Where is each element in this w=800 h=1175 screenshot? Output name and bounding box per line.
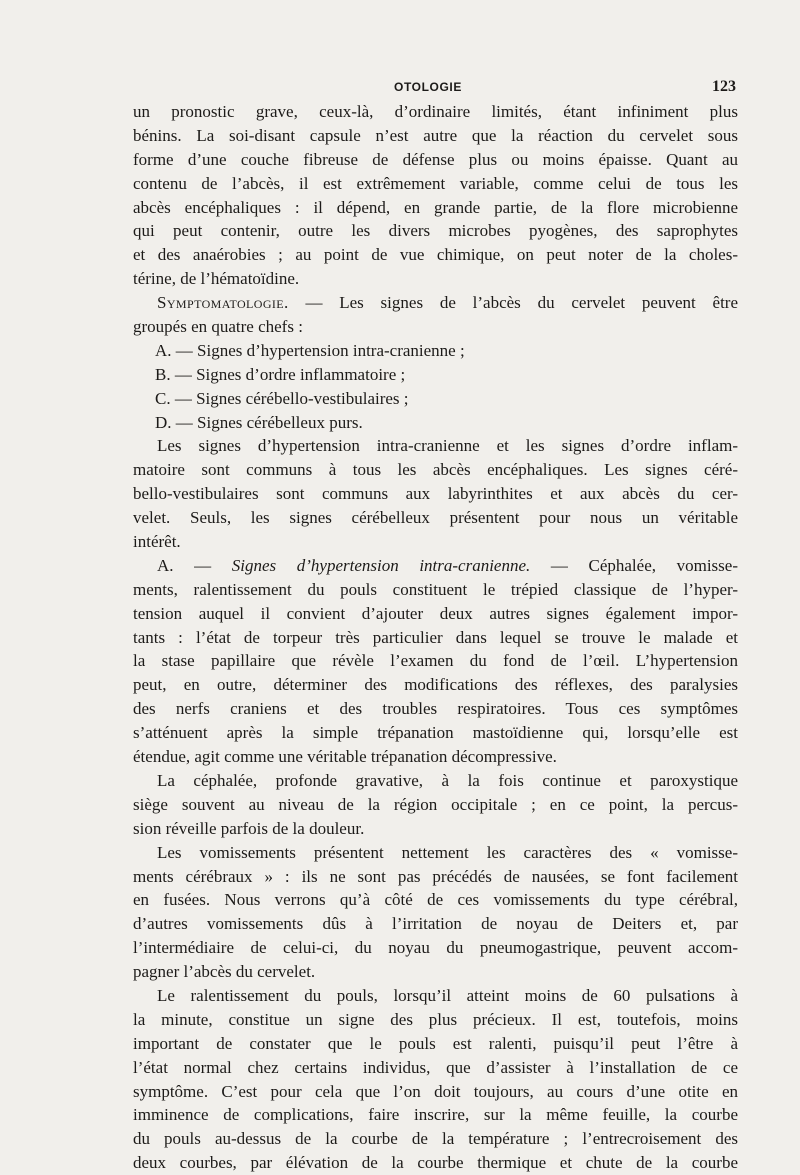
running-title: OTOLOGIE [394, 80, 462, 94]
text-line: l’état normal chez certains individus, que d’assister à l’installation de ce [133, 1057, 738, 1077]
page-header [118, 78, 738, 100]
text-line: forme d’une couche fibreuse de défense plus ou moins épaisse. Quant au [133, 149, 738, 169]
section-heading: Symptomatologie. [157, 293, 289, 313]
text-line: Les vomissements présentent nettement les caractères des « vomisse- [157, 842, 738, 862]
text-span: — Céphalée, vomisse- [550, 555, 738, 575]
text-line: velet. Seuls, les signes cérébelleux présentent pour nous un véritable [133, 508, 738, 528]
text-span: — Les signes de l’abcès du cervelet peuvent être [305, 293, 738, 313]
text-line: du pouls au-dessus de la courbe de la température ; l’entrecroisement des [133, 1129, 738, 1149]
text-span: A. — [157, 555, 212, 575]
text-line: s’atténuent après la simple trépanation mastoïdienne qui, lorsqu’elle est [133, 723, 738, 743]
text-line: La céphalée, profonde gravative, à la fois continue et paroxystique [157, 770, 738, 790]
list-item: A. — Signes d’hypertension intra-cranienne ; [155, 340, 465, 360]
list-item: B. — Signes d’ordre inflammatoire ; [155, 364, 406, 384]
text-line: important de constater que le pouls est ralenti, puisqu’il peut l’être à [133, 1033, 738, 1053]
text-line: sion réveille parfois de la douleur. [133, 818, 365, 838]
text-line: Le ralentissement du pouls, lorsqu’il atteint moins de 60 pulsations à [157, 985, 738, 1005]
text-line: d’autres vomissements dûs à l’irritation de noyau de Deiters et, par [133, 914, 738, 934]
text-line: matoire sont communs à tous les abcès encéphaliques. Les signes céré- [133, 460, 738, 480]
text-line: deux courbes, par élévation de la courbe thermique et chute de la courbe [133, 1153, 738, 1173]
text-line: imminence de complications, faire inscrire, sur la même feuille, la courbe [133, 1105, 738, 1125]
text-line: en fusées. Nous verrons qu’à côté de ces vomissements du type cérébral, [133, 890, 738, 910]
text-line: et des anaérobies ; au point de vue chimique, on peut noter de la choles- [133, 245, 738, 265]
subsection-heading: Signes d’hypertension intra-cranienne. [231, 555, 531, 575]
section-line-hypertension [133, 554, 738, 578]
text-line: qui peut contenir, outre les divers microbes pyogènes, des saprophytes [133, 221, 738, 241]
text-line: peut, en outre, déterminer des modifications des réflexes, des paralysies [133, 675, 738, 695]
text-line: tants : l’état de torpeur très particulier dans lequel se trouve le malade et [133, 627, 738, 647]
text-line: des nerfs craniens et des troubles respiratoires. Tous ces symptômes [133, 699, 738, 719]
text-line: bello-vestibulaires sont communs aux labyrinthites et aux abcès du cer- [133, 484, 738, 504]
text-line: un pronostic grave, ceux-là, d’ordinaire limités, étant infiniment plus [133, 102, 738, 121]
section-line-symptomatologie [133, 291, 738, 315]
text-line: ments, ralentissement du pouls constituent le trépied classique de l’hyper- [133, 579, 738, 599]
text-line: la stase papillaire que révèle l’examen du fond de l’œil. L’hypertension [133, 651, 738, 671]
text-line: tension auquel il convient d’ajouter deux autres signes également impor- [133, 603, 738, 623]
text-line: térine, de l’hématoïdine. [133, 269, 300, 289]
text-line: Les signes d’hypertension intra-cranienne et les signes d’ordre inflam- [157, 436, 738, 456]
text-line: abcès encéphaliques : il dépend, en grande partie, de la flore microbienne [133, 197, 738, 217]
text-line: la minute, constitue un signe des plus précieux. Il est, toutefois, moins [133, 1009, 738, 1029]
list-item: D. — Signes cérébelleux purs. [155, 412, 363, 432]
text-line: bénins. La soi-disant capsule n’est autre que la réaction du cervelet sous [133, 125, 738, 145]
text-line: pagner l’abcès du cervelet. [133, 962, 316, 982]
page-number: 123 [712, 78, 736, 95]
text-line: étendue, agit comme une véritable trépanation décompressive. [133, 747, 557, 767]
text-line: siège souvent au niveau de la région occipitale ; en ce point, la percus- [133, 794, 738, 814]
body-text [133, 100, 738, 1175]
text-line: intérêt. [133, 532, 181, 552]
text-line: symptôme. C’est pour cela que l’on doit toujours, au cours d’une otite en [133, 1081, 738, 1101]
text-line: l’intermédiaire de celui-ci, du noyau du pneumogastrique, peuvent accom- [133, 938, 738, 958]
list-item: C. — Signes cérébello-vestibulaires ; [155, 388, 409, 408]
text-line: ments cérébraux » : ils ne sont pas précédés de nausées, se font facilement [133, 866, 738, 886]
text-line: groupés en quatre chefs : [133, 317, 303, 337]
text-line: contenu de l’abcès, il est extrêmement variable, comme celui de tous les [133, 173, 738, 193]
